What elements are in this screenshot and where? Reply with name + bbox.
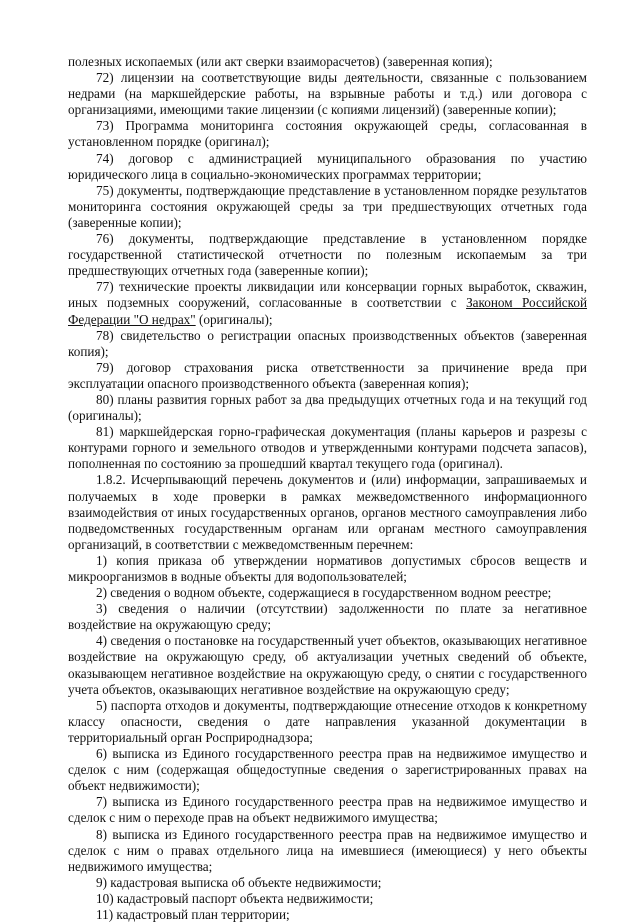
interagency-item-8: 8) выписка из Единого государственного реестра прав на недвижимое имущество и сделок с ним о правах отдельного лица на имевшиеся (имеющиеся) у него объекты недвижимого имущества;	[68, 826, 587, 874]
interagency-item-4: 4) сведения о постановке на государственный учет объектов, оказывающих негативное воздействие на окружающую среду, об актуализации учетных сведений об объекте, оказывающем негативное воздействие на окружающую среду, о снятии с государственного учета объектов, оказывающих негативное воздействие на окружающую среду;	[68, 633, 587, 697]
list-item-78: 78) свидетельство о регистрации опасных производственных объектов (заверенная копия);	[68, 327, 587, 359]
interagency-item-11: 11) кадастровый план территории;	[96, 906, 290, 922]
list-item-73: 73) Программа мониторинга состояния окружающей среды, согласованная в установленном порядке (оригинал);	[68, 118, 587, 150]
list-item-80: 80) планы развития горных работ за два предыдущих отчетных года и на текущий год (оригиналы);	[68, 391, 587, 424]
list-item-74: 74) договор с администрацией муниципального образования по участию юридического лица в социально-экономических программах территории;	[68, 150, 587, 182]
list-item-76: 76) документы, подтверждающие представление в установленном порядке государственной статистической отчетности по полезным ископаемым за три предшествующих отчетных года (заверенные копии);	[68, 231, 587, 279]
list-item-81: 81) маркшейдерская горно-графическая документация (планы карьеров и разрезы с контурами горного и земельного отводов и утвержденными контурами подсчета запасов), пополненная по состоянию за прошедший квартал текущего года (оригинал).	[68, 424, 587, 472]
list-item-75: 75) документы, подтверждающие представление в установленном порядке результатов мониторинга состояния окружающей среды за три предшествующих отчетных года (заверенные копии);	[68, 182, 587, 230]
interagency-item-7: 7) выписка из Единого государственного реестра прав на недвижимое имущество и сделок с ним о переходе прав на объект недвижимого имущества;	[68, 794, 587, 826]
interagency-item-6: 6) выписка из Единого государственного реестра прав на недвижимое имущество и сделок с ним (содержащая общедоступные сведения о зарегистрированных правах на объект недвижимости);	[68, 746, 587, 794]
list-item-72: 72) лицензии на соответствующие виды деятельности, связанные с пользованием недрами (на маркшейдерские работы, на взрывные работы и т.д.) или договора с организациями, имеющими такие лицензии (с копиями лицензий) (заверенные копии);	[68, 70, 587, 118]
interagency-item-5: 5) паспорта отходов и документы, подтверждающие отнесение отходов к конкретному классу опасности, сведения о дате направления указанной документации в территориальный орган Росприроднадзора;	[68, 697, 587, 745]
interagency-item-2: 2) сведения о водном объекте, содержащиеся в государственном водном реестре;	[96, 585, 552, 601]
interagency-item-3: 3) сведения о наличии (отсутствии) задолженности по плате за негативное воздействие на окружающую среду;	[68, 601, 587, 633]
interagency-item-10: 10) кадастровый паспорт объекта недвижимости;	[96, 890, 374, 906]
law-on-subsoil-link[interactable]: Законом Российской Федерации "О недрах"	[68, 295, 588, 327]
list-item-79: 79) договор страхования риска ответственности за причинение вреда при эксплуатации опасного производственного объекта (заверенная копия);	[68, 359, 587, 391]
interagency-item-1: 1) копия приказа об утверждении нормативов допустимых сбросов веществ и микроорганизмов в водные объекты для водопользователей;	[68, 552, 587, 584]
list-item-77	[68, 279, 587, 327]
paragraph-71-continuation: полезных ископаемых (или акт сверки взаиморасчетов) (заверенная копия);	[68, 54, 493, 69]
document-page	[68, 54, 587, 923]
interagency-item-9: 9) кадастровая выписка об объекте недвижимости;	[96, 874, 382, 890]
section-1-8-2: 1.8.2. Исчерпывающий перечень документов и (или) информации, запрашиваемых и получаемых в ходе проверки в рамках межведомственного информационного взаимодействия от иных государственных органов, органов местного самоуправления либо подведомственных государственным органам или органам местного самоуправления организаций, в соответствии с межведомственным перечнем:	[68, 472, 587, 552]
list-item-77-text-before: 77) технические проекты ликвидации или консервации горных выработок, скважин, иных подземных сооружений, согласованные в соответствии с	[68, 279, 587, 311]
list-item-77-text-after: (оригиналы);	[195, 311, 273, 327]
